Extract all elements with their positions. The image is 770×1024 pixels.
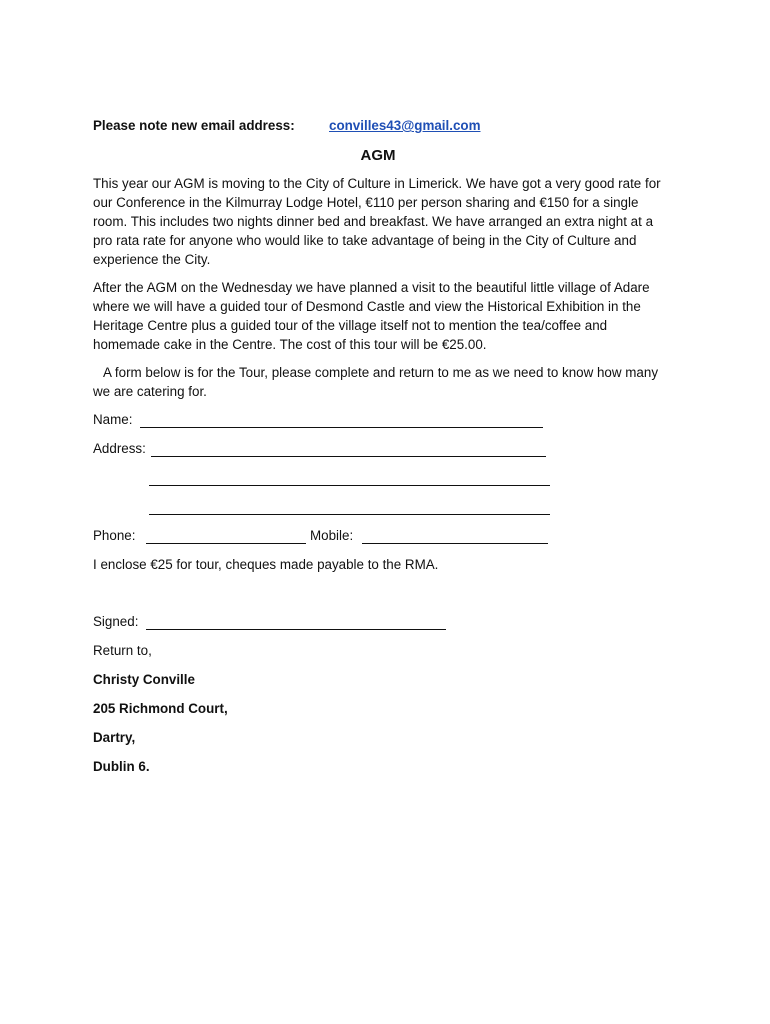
return-city: Dublin 6. [93, 759, 150, 774]
document-page [93, 116, 673, 786]
return-name: Christy Conville [93, 672, 195, 687]
address-label: Address: [93, 441, 146, 456]
address-field-line-2[interactable] [149, 485, 550, 486]
paragraph-tour-details: After the AGM on the Wednesday we have planned a visit to the beautiful little village of Adare where we will have a guided tour of Desmond Castle and view the Historical Exhibition in the Heritage Centre plus a guided tour of the village itself not to mention the tea/coffee and homemade cake in the Centre. The cost of this tour will be €25.00. [93, 280, 650, 352]
email-link[interactable]: convilles43@gmail.com [329, 118, 481, 133]
mobile-label: Mobile: [310, 528, 354, 543]
signed-field-row [93, 612, 673, 641]
return-intro: Return to, [93, 643, 152, 658]
paragraph-form-intro: A form below is for the Tour, please complete and return to me as we need to know how many we are catering for. [93, 365, 659, 399]
signature-line[interactable] [146, 629, 446, 630]
enclose-statement: I enclose €25 for tour, cheques made payable to the RMA. [93, 557, 439, 572]
name-field-line[interactable] [140, 427, 543, 428]
email-notice [93, 116, 673, 136]
return-intro-row [93, 641, 673, 670]
address-field-row [93, 439, 673, 468]
name-field-row [93, 410, 673, 439]
return-city-row [93, 757, 673, 786]
return-street-row [93, 699, 673, 728]
address-line-row-2 [93, 468, 673, 497]
email-notice-label: Please note new email address: [93, 118, 295, 133]
phone-field-line[interactable] [146, 543, 306, 544]
address-line-row-3 [93, 497, 673, 526]
paragraph-agm-venue: This year our AGM is moving to the City of Culture in Limerick. We have got a very good rate for our Conference in the Kilmurray Lodge Hotel, €110 per person sharing and €150 for a single room. This includes two nights dinner bed and breakfast. We have arranged an extra night at a pro rata rate for anyone who would like to take advantage of being in the City of Culture and experience the City. [93, 176, 661, 267]
return-area-row [93, 728, 673, 757]
name-label: Name: [93, 412, 133, 427]
page-title: AGM [360, 147, 396, 164]
mobile-field-line[interactable] [362, 543, 548, 544]
address-field-line-3[interactable] [149, 514, 550, 515]
phone-label: Phone: [93, 528, 136, 543]
signed-label: Signed: [93, 614, 139, 629]
address-field-line-1[interactable] [151, 456, 546, 457]
phone-field-row [93, 526, 673, 555]
return-area: Dartry, [93, 730, 136, 745]
return-name-row [93, 670, 673, 699]
return-street: 205 Richmond Court, [93, 701, 228, 716]
